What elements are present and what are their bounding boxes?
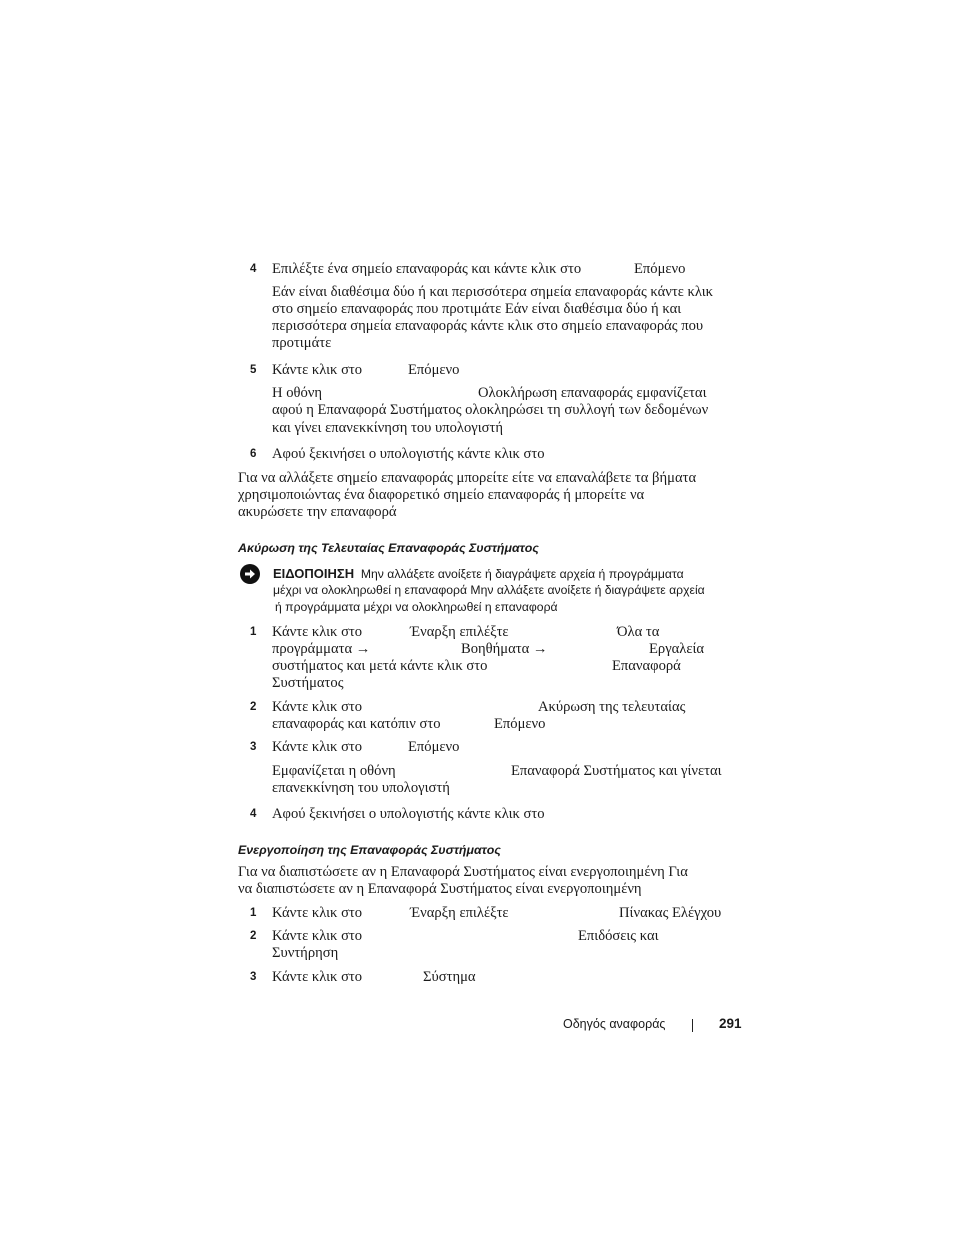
paragraph-line: Για να διαπιστώσετε αν η Επαναφορά Συστήματος είναι ενεργοποιημένη Για (238, 864, 688, 880)
step-detail-line: προτιμάτε (272, 335, 332, 351)
step-text: Επιλέξτε ένα σημείο επαναφοράς και κάντε κλικ στο (272, 261, 582, 277)
page-number: 291 (719, 1016, 742, 1031)
step-detail-term: Επαναφορά Συστήματος και γίνεται (511, 763, 722, 779)
step-text: Κάντε κλικ στο (272, 928, 363, 944)
step-number: 1 (250, 907, 257, 919)
step-detail-line: αφού η Επαναφορά Συστήματος ολοκληρώσει τη συλλογή των δεδομένων (272, 402, 709, 418)
step-text-term: Επόμενο (408, 739, 460, 755)
step-number: 2 (250, 701, 257, 713)
paragraph-line: ακυρώσετε την επαναφορά (238, 504, 397, 520)
step-text-term: Συντήρηση (272, 945, 339, 961)
step-text-term: Έναρξη επιλέξτε (410, 905, 509, 921)
step-number: 5 (250, 364, 257, 376)
step-number: 4 (250, 263, 257, 275)
step-text: Κάντε κλικ στο (272, 699, 363, 715)
step-detail-line: Εμφανίζεται η οθόνη (272, 763, 396, 779)
notice-line: μέχρι να ολοκληρωθεί η επαναφορά Μην αλλάξετε ανοίξετε ή διαγράψετε αρχεία (273, 583, 705, 597)
step-number: 3 (250, 741, 257, 753)
notice-label: ΕΙΔΟΠΟΙΗΣΗ (273, 566, 355, 581)
paragraph-line: χρησιμοποιώντας ένα διαφορετικό σημείο επαναφοράς ή μπορείτε να (238, 487, 645, 503)
step-text: Αφού ξεκινήσει ο υπολογιστής κάντε κλικ στο (272, 446, 545, 462)
step-text-term: προγράμματα → (272, 641, 371, 657)
step-detail-line: και γίνει επανεκκίνηση του υπολογιστή (272, 420, 504, 436)
footer-title: Οδηγός αναφοράς (563, 1017, 666, 1031)
step-text-term: Εργαλεία (649, 641, 705, 657)
step-text-term: Επόμενο (408, 362, 460, 378)
step-text: Κάντε κλικ στο (272, 905, 363, 921)
step-text-term: Επόμενο (634, 261, 686, 277)
step-text-term: Επόμενο (494, 716, 546, 732)
step-text-term: Πίνακας Ελέγχου (619, 905, 722, 921)
step-text-term: Έναρξη επιλέξτε (410, 624, 509, 640)
step-text-term: Βοηθήματα → (461, 641, 548, 657)
step-text-term: Επαναφορά (612, 658, 681, 674)
footer-divider (692, 1019, 693, 1032)
step-text-term: Επιδόσεις και (578, 928, 659, 944)
section-heading-enable: Ενεργοποίηση της Επαναφοράς Συστήματος (238, 843, 501, 857)
step-number: 4 (250, 808, 257, 820)
notice-line (273, 565, 684, 583)
step-number: 1 (250, 626, 257, 638)
step-detail-line: στο σημείο επαναφοράς που προτιμάτε Εάν είναι διαθέσιμα δύο ή και (272, 301, 682, 317)
step-text: Αφού ξεκινήσει ο υπολογιστής κάντε κλικ στο (272, 806, 545, 822)
step-detail-term: Ολοκλήρωση επαναφοράς εμφανίζεται (478, 385, 707, 401)
step-text-term: Σύστημα (423, 969, 476, 985)
paragraph-line: Για να αλλάξετε σημείο επαναφοράς μπορείτε είτε να επαναλάβετε τα βήματα (238, 470, 697, 486)
step-text: Κάντε κλικ στο (272, 362, 363, 378)
step-detail-line: περισσότερα σημεία επαναφοράς κάντε κλικ στο σημείο επαναφοράς που (272, 318, 704, 334)
step-text: Κάντε κλικ στο (272, 969, 363, 985)
step-text-term: Συστήματος (272, 675, 344, 691)
step-detail-line: Εάν είναι διαθέσιμα δύο ή και περισσότερα σημεία επαναφοράς κάντε κλικ (272, 284, 714, 300)
step-detail-line: Η οθόνη (272, 385, 323, 401)
step-number: 2 (250, 930, 257, 942)
step-text: επαναφοράς και κατόπιν στο (272, 716, 441, 732)
notice-icon (240, 564, 260, 584)
step-number: 6 (250, 448, 257, 460)
step-text: συστήματος και μετά κάντε κλικ στο (272, 658, 488, 674)
notice-line: ή προγράμματα μέχρι να ολοκληρωθεί η επαναφορά (275, 600, 558, 614)
step-text-term: Ακύρωση της τελευταίας (538, 699, 686, 715)
step-number: 3 (250, 971, 257, 983)
step-text: Κάντε κλικ στο (272, 624, 363, 640)
section-heading-undo: Ακύρωση της Τελευταίας Επαναφοράς Συστήματος (238, 541, 539, 555)
step-text-term: Όλα τα (617, 624, 660, 640)
step-text: Κάντε κλικ στο (272, 739, 363, 755)
step-detail-line: επανεκκίνηση του υπολογιστή (272, 780, 450, 796)
paragraph-line: να διαπιστώσετε αν η Επαναφορά Συστήματος είναι ενεργοποιημένη (238, 881, 642, 897)
notice-text: Μην αλλάξετε ανοίξετε ή διαγράψετε αρχεία ή προγράμματα (360, 567, 684, 581)
